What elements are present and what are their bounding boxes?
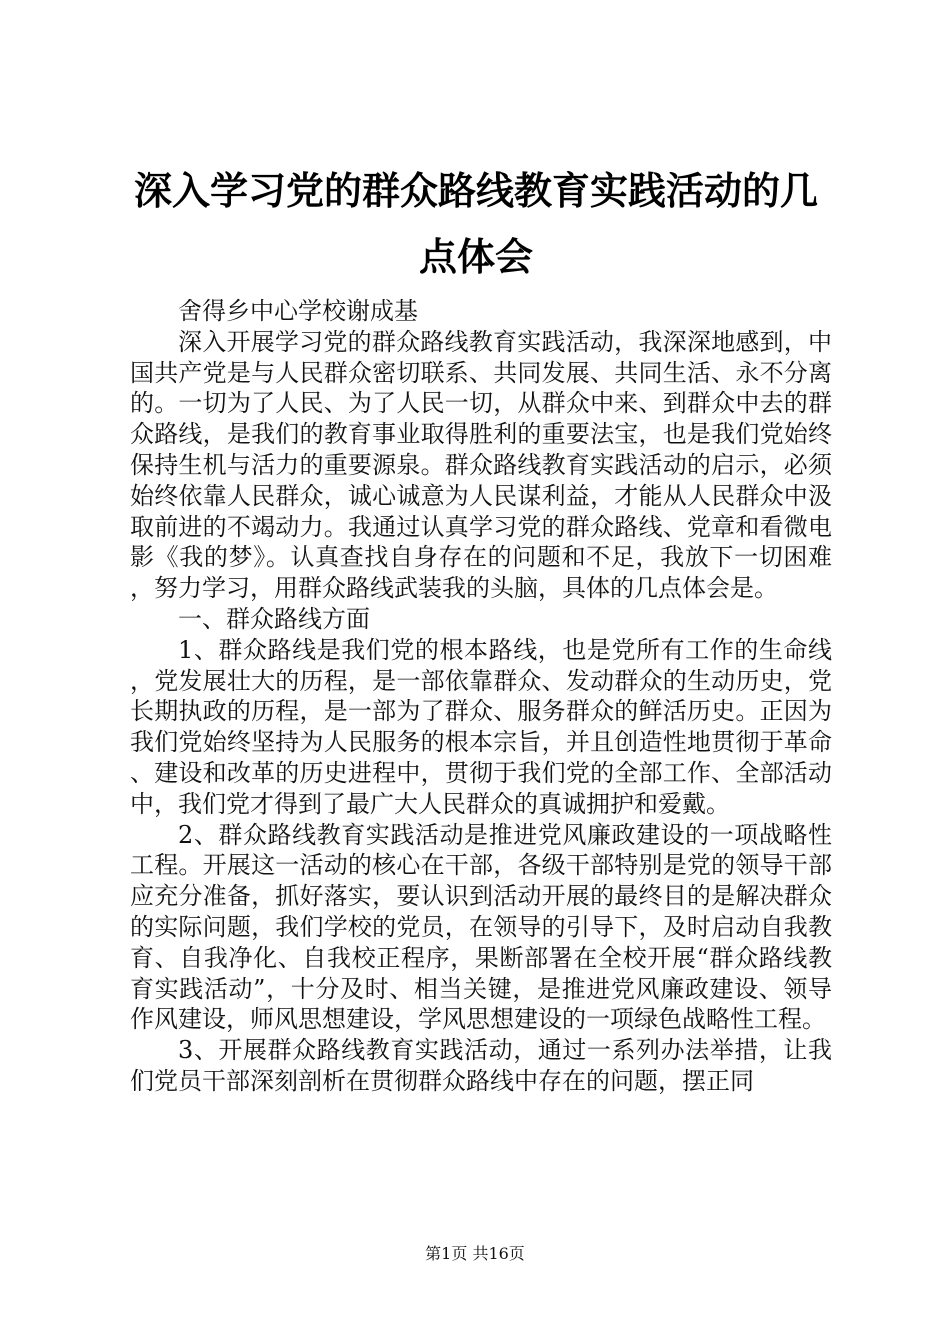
- section-heading: 一、群众路线方面: [178, 604, 370, 633]
- page-number-footer: 第1页 共16页: [425, 1244, 525, 1263]
- document-body: [130, 296, 832, 1097]
- author-line: 舍得乡中心学校谢成基: [178, 297, 418, 325]
- paragraph-point-1: 1、群众路线是我们党的根本路线，也是党所有工作的生命线，党发展壮大的历程，是一部依靠群众、发动群众的生动历史，党长期执政的历程，是一部为了群众、服务群众的鲜活历史。正因为我们党始终坚持为人民服务的根本宗旨，并且创造性地贯彻于革命、建设和改革的历史进程中，贯彻于我们党的全部工作、全部活动中，我们党才得到了最广大人民群众的真诚拥护和爱戴。: [130, 635, 832, 818]
- document-title: 深入学习党的群众路线教育实践活动的几点体会: [133, 168, 818, 279]
- paragraph-point-3: 3、开展群众路线教育实践活动，通过一系列办法举措，让我们党员干部深刻剖析在贯彻群众路线中存在的问题，摆正同: [130, 1036, 832, 1095]
- paragraph-point-2: 2、群众路线教育实践活动是推进党风廉政建设的一项战略性工程。开展这一活动的核心在干部，各级干部特别是党的领导干部应充分准备，抓好落实，要认识到活动开展的最终目的是解决群众的实际问题，我们学校的党员，在领导的引导下，及时启动自我教育、自我净化、自我校正程序，果断部署在全校开展“群众路线教育实践活动”，十分及时、相当关键，是推进党风廉政建设、领导作风建设，师风思想建设，学风思想建设的一项绿色战略性工程。: [130, 820, 832, 1034]
- paragraph-intro: 深入开展学习党的群众路线教育实践活动，我深深地感到，中国共产党是与人民群众密切联系、共同发展、共同生活、永不分离的。一切为了人民、为了人民一切，从群众中来、到群众中去的群众路线，是我们的教育事业取得胜利的重要法宝，也是我们党始终保持生机与活力的重要源泉。群众路线教育实践活动的启示，必须始终依靠人民群众，诚心诚意为人民谋利益，才能从人民群众中汲取前进的不竭动力。我通过认真学习党的群众路线、党章和看微电影《我的梦》。认真查找自身存在的问题和不足，我放下一切困难，努力学习，用群众路线武装我的头脑，具体的几点体会是。: [130, 327, 832, 603]
